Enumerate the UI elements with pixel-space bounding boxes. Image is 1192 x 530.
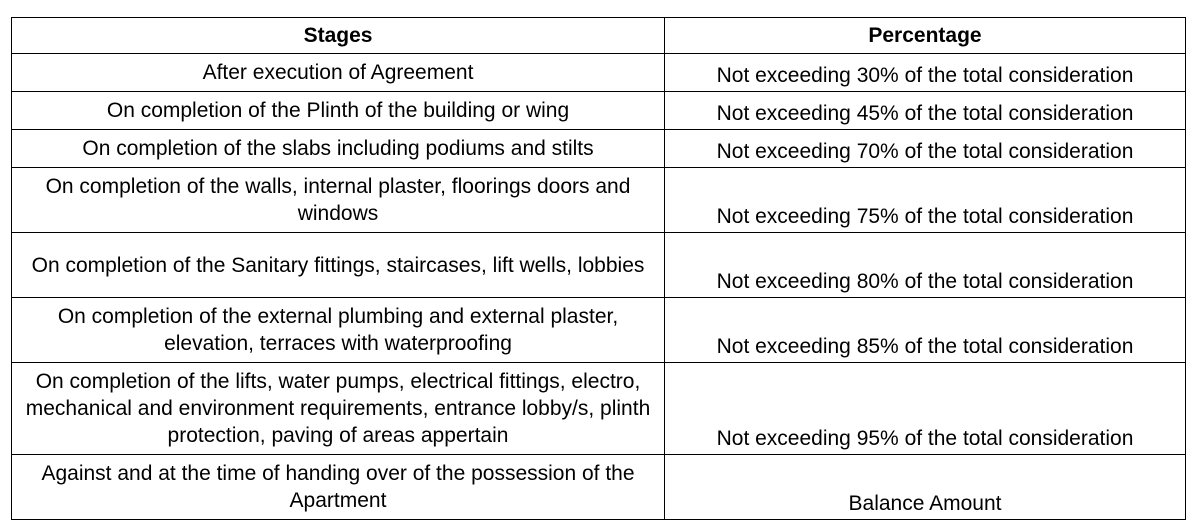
stage-cell: Against and at the time of handing over of the possession of the Apartment bbox=[12, 455, 665, 520]
stage-cell: On completion of the walls, internal plaster, floorings doors and windows bbox=[12, 168, 665, 233]
stage-cell: On completion of the Plinth of the building or wing bbox=[12, 92, 665, 130]
table-row bbox=[12, 455, 1186, 520]
header-percentage: Percentage bbox=[665, 18, 1186, 54]
payment-schedule bbox=[11, 17, 1186, 520]
table-row bbox=[12, 298, 1186, 363]
stage-cell: After execution of Agreement bbox=[12, 54, 665, 92]
table-row bbox=[12, 363, 1186, 455]
stage-cell: On completion of the Sanitary fittings, staircases, lift wells, lobbies bbox=[12, 233, 665, 298]
table-row bbox=[12, 130, 1186, 168]
stage-cell: On completion of the slabs including podiums and stilts bbox=[12, 130, 665, 168]
table-row bbox=[12, 168, 1186, 233]
stage-cell: On completion of the external plumbing and external plaster, elevation, terraces with waterproofing bbox=[12, 298, 665, 363]
table-header-row bbox=[12, 18, 1186, 54]
percentage-cell: Not exceeding 85% of the total consideration bbox=[665, 298, 1186, 363]
table-row bbox=[12, 54, 1186, 92]
percentage-cell: Not exceeding 30% of the total consideration bbox=[665, 54, 1186, 92]
percentage-cell: Not exceeding 45% of the total consideration bbox=[665, 92, 1186, 130]
percentage-cell: Not exceeding 75% of the total consideration bbox=[665, 168, 1186, 233]
header-stages: Stages bbox=[12, 18, 665, 54]
table-row bbox=[12, 233, 1186, 298]
percentage-cell: Not exceeding 70% of the total consideration bbox=[665, 130, 1186, 168]
percentage-cell: Not exceeding 80% of the total consideration bbox=[665, 233, 1186, 298]
payment-stages-table bbox=[11, 17, 1186, 520]
stage-cell: On completion of the lifts, water pumps, electrical fittings, electro, mechanical and environment requirements, entrance lobby/s, plinth protection, paving of areas appertain bbox=[12, 363, 665, 455]
percentage-cell: Not exceeding 95% of the total consideration bbox=[665, 363, 1186, 455]
table-row bbox=[12, 92, 1186, 130]
percentage-cell: Balance Amount bbox=[665, 455, 1186, 520]
